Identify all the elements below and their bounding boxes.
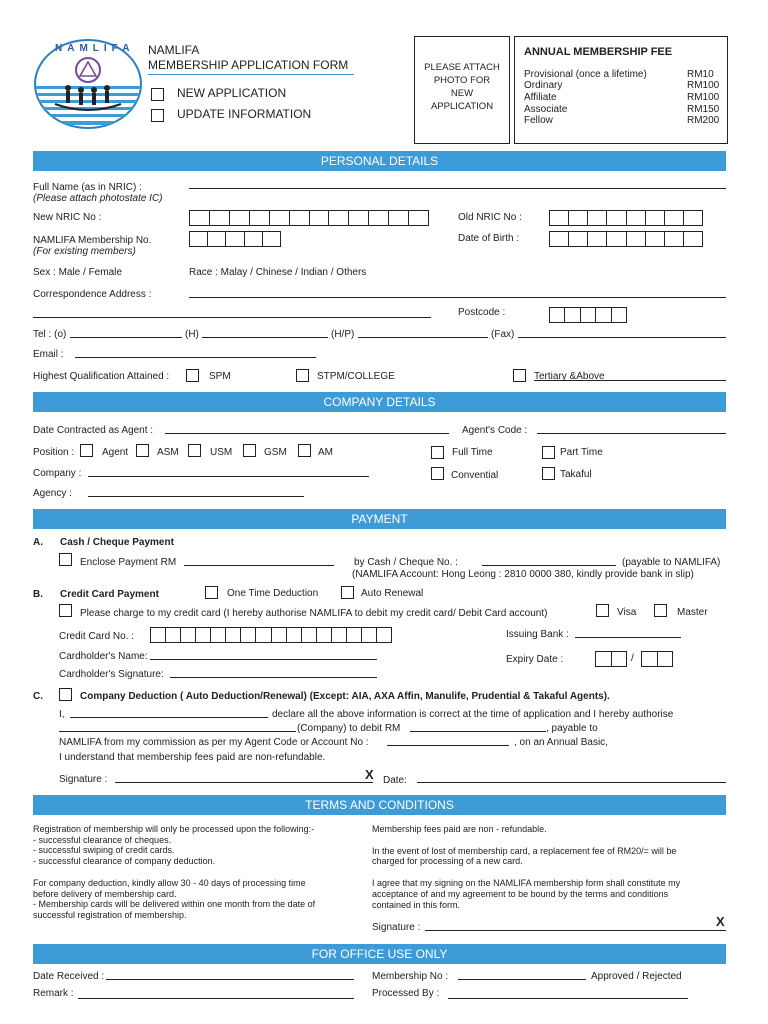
credit-card-no-field[interactable] (150, 627, 392, 643)
photo-text-2: PHOTO FOR (433, 75, 491, 86)
spm-label: SPM (209, 371, 231, 382)
remark-field[interactable] (78, 998, 354, 999)
tertiary-label: Tertiary &Above (534, 371, 605, 382)
terms-left2-line-3: successful registration of membership. (33, 909, 187, 920)
membership-no-field[interactable] (189, 231, 281, 247)
terms-right-3b: acceptance of and my agreement to be bound by the terms and conditions (372, 889, 669, 899)
master-checkbox[interactable] (654, 604, 667, 617)
terms-right-1: Membership fees paid are non - refundable. (372, 824, 547, 834)
terms-left-line-1: - successful clearance of cheques. (33, 834, 172, 845)
terms-right-2b: charged for processing of a new card. (372, 856, 523, 866)
auto-renewal-label: Auto Renewal (361, 588, 424, 599)
office-membership-no-label: Membership No : (372, 971, 449, 982)
full-name-note: (Please attach photostate IC) (33, 193, 163, 204)
payment-header: PAYMENT (33, 509, 726, 529)
form-title: MEMBERSHIP APPLICATION FORM (148, 58, 349, 72)
enclose-payment-checkbox[interactable] (59, 553, 72, 566)
issuing-bank-field[interactable] (575, 637, 681, 638)
section-c-letter: C. (33, 691, 43, 702)
terms-signature-label: Signature : (372, 922, 421, 933)
qualification-line (534, 380, 726, 381)
company-field[interactable] (88, 476, 369, 477)
stpm-label: STPM/COLLEGE (317, 371, 395, 382)
gsm-label: GSM (264, 447, 287, 458)
auto-renewal-checkbox[interactable] (341, 586, 354, 599)
fee-amount-0: RM10 (687, 69, 714, 80)
fee-amount-1: RM100 (687, 80, 720, 91)
new-nric-field[interactable] (189, 210, 429, 226)
tel-office-label: Tel : (o) (33, 329, 67, 340)
expiry-year-field[interactable] (641, 651, 673, 667)
tel-home-label: (H) (185, 329, 199, 340)
approved-rejected-label: Approved / Rejected (591, 971, 682, 982)
fee-label-4: Fellow (524, 115, 553, 126)
postcode-label: Postcode : (458, 307, 506, 318)
agent-code-field[interactable] (537, 433, 726, 434)
full-time-checkbox[interactable] (431, 446, 444, 459)
membership-no-label: NAMLIFA Membership No. (33, 235, 152, 246)
new-application-label: NEW APPLICATION (177, 86, 287, 100)
address-field-2[interactable] (33, 317, 431, 318)
one-time-checkbox[interactable] (205, 586, 218, 599)
section-b-letter: B. (33, 589, 43, 600)
takaful-checkbox[interactable] (542, 467, 555, 480)
expiry-label: Expiry Date : (506, 654, 564, 665)
full-name-label: Full Name (as in NRIC) : (33, 182, 142, 193)
credit-charge-label: Please charge to my credit card (I hereby authorise NAMLIFA to debit my credit card/ Debit Card account) (80, 608, 548, 619)
usm-checkbox[interactable] (188, 444, 201, 457)
by-cash-label: by Cash / Cheque No. : (354, 557, 458, 568)
email-label: Email : (33, 349, 64, 360)
c-company-text: (Company) to debit RM (297, 723, 401, 734)
fee-amount-2: RM100 (687, 92, 720, 103)
dob-label: Date of Birth : (458, 233, 520, 244)
office-membership-no-field[interactable] (458, 979, 586, 980)
tertiary-checkbox[interactable] (513, 369, 526, 382)
section-c-title: Company Deduction ( Auto Deduction/Renewal) (Except: AIA, AXA Affin, Manulife, Prudential & Takaful Agents). (80, 691, 610, 702)
fee-title: ANNUAL MEMBERSHIP FEE (524, 46, 673, 58)
address-field-1[interactable] (189, 297, 726, 298)
gsm-checkbox[interactable] (243, 444, 256, 457)
terms-left-2 (33, 878, 315, 920)
office-use-header: FOR OFFICE USE ONLY (33, 944, 726, 964)
enclose-payment-label: Enclose Payment RM (80, 557, 177, 568)
email-field[interactable] (75, 357, 316, 358)
tel-hp-field[interactable] (358, 337, 488, 338)
old-nric-field[interactable] (549, 210, 703, 226)
payable-label: (payable to NAMLIFA) (622, 557, 721, 568)
credit-card-no-label: Credit Card No. : (59, 631, 135, 642)
c-refund-text: I understand that membership fees paid are non-refundable. (59, 752, 326, 763)
c-annual-text: , on an Annual Basic, (514, 737, 608, 748)
full-time-label: Full Time (452, 447, 493, 458)
terms-left2-line-1: before delivery of membership card. (33, 888, 177, 899)
terms-signature-x: X (716, 914, 725, 929)
fee-label-2: Affiliate (524, 92, 557, 103)
race-label: Race : Malay / Chinese / Indian / Others (189, 267, 367, 278)
usm-label: USM (210, 447, 233, 458)
cardholder-sig-label: Cardholder's Signature: (59, 669, 164, 680)
date-contracted-field[interactable] (165, 433, 449, 434)
new-application-checkbox[interactable] (151, 88, 164, 101)
terms-left-line-3: - successful clearance of company deduction. (33, 855, 216, 866)
fee-box (514, 36, 728, 144)
takaful-label: Takaful (560, 469, 592, 480)
update-info-checkbox[interactable] (151, 109, 164, 122)
address-label: Correspondence Address : (33, 289, 152, 300)
section-b-title: Credit Card Payment (60, 589, 159, 600)
photo-box (414, 36, 510, 144)
terms-left2-line-2: - Membership cards will be delivered within one month from the date of (33, 899, 316, 909)
terms-right-3a: I agree that my signing on the NAMLIFA membership form shall constitute my (372, 878, 681, 888)
fee-amount-4: RM200 (687, 115, 720, 126)
terms-right-2a: In the event of lost of membership card, a replacement fee of RM20/= will be (372, 846, 677, 856)
terms-left-line-2: - successful swiping of credit cards. (33, 845, 175, 855)
am-label: AM (318, 447, 333, 458)
postcode-field[interactable] (549, 307, 627, 323)
cardholder-name-label: Cardholder's Name: (59, 651, 148, 662)
expiry-separator: / (631, 653, 634, 664)
part-time-label: Part Time (560, 447, 603, 458)
terms-right-3c: contained in this form. (372, 900, 461, 910)
fee-label-1: Ordinary (524, 80, 563, 91)
c-amount-field[interactable] (410, 731, 546, 732)
fax-label: (Fax) (491, 329, 515, 340)
terms-header: TERMS AND CONDITIONS (33, 795, 726, 815)
cardholder-sig-field[interactable] (170, 677, 377, 678)
account-note: (NAMLIFA Account: Hong Leong : 2810 0000 380, kindly provide bank in slip) (352, 569, 694, 580)
personal-details-header: PERSONAL DETAILS (33, 151, 726, 171)
dob-field[interactable] (549, 231, 703, 247)
fee-label-0: Provisional (once a lifetime) (524, 69, 647, 80)
stpm-checkbox[interactable] (296, 369, 309, 382)
terms-left-line-0: Registration of membership will only be processed upon the following:- (33, 824, 315, 834)
namlifa-logo (33, 38, 143, 130)
credit-charge-checkbox[interactable] (59, 604, 72, 617)
qualification-label: Highest Qualification Attained : (33, 371, 170, 382)
processed-by-field[interactable] (448, 998, 688, 999)
section-a-letter: A. (33, 537, 43, 548)
company-details-header: COMPANY DETAILS (33, 392, 726, 412)
remark-label: Remark : (33, 988, 74, 999)
conventional-checkbox[interactable] (431, 467, 444, 480)
update-info-label: UPDATE INFORMATION (177, 107, 312, 121)
terms-signature-field[interactable] (425, 930, 726, 931)
payment-signature-x: X (365, 767, 374, 782)
visa-label: Visa (617, 607, 637, 618)
fee-amount-3: RM150 (687, 104, 720, 115)
am-checkbox[interactable] (298, 444, 311, 457)
payment-date-field[interactable] (417, 782, 726, 783)
photo-text-1: PLEASE ATTACH (424, 62, 500, 73)
part-time-checkbox[interactable] (542, 446, 555, 459)
new-nric-label: New NRIC No : (33, 212, 102, 223)
fax-field[interactable] (518, 337, 726, 338)
c-namlifa-text: NAMLIFA from my commission as per my Agent Code or Account No : (59, 737, 369, 748)
conventional-label: Convential (451, 470, 499, 481)
date-contracted-label: Date Contracted as Agent : (33, 425, 154, 436)
full-name-field[interactable] (189, 188, 726, 189)
one-time-label: One Time Deduction (227, 588, 319, 599)
cardholder-name-field[interactable] (150, 659, 377, 660)
asm-checkbox[interactable] (136, 444, 149, 457)
spm-checkbox[interactable] (186, 369, 199, 382)
date-received-field[interactable] (106, 979, 354, 980)
enclose-payment-field[interactable] (184, 565, 334, 566)
payment-date-label: Date: (383, 775, 407, 786)
company-label: Company : (33, 468, 82, 479)
tel-home-field[interactable] (202, 337, 328, 338)
membership-no-note: (For existing members) (33, 246, 136, 257)
agency-label: Agency : (33, 488, 72, 499)
payment-signature-field[interactable] (115, 782, 373, 783)
old-nric-label: Old NRIC No : (458, 212, 522, 223)
terms-left2-line-0: For company deduction, kindly allow 30 - 40 days of processing time (33, 878, 306, 888)
issuing-bank-label: Issuing Bank : (506, 629, 569, 640)
processed-by-label: Processed By : (372, 988, 440, 999)
c-company-field[interactable] (59, 731, 296, 732)
tel-office-field[interactable] (70, 337, 182, 338)
section-a-title: Cash / Cheque Payment (60, 537, 174, 548)
photo-text-3: NEW (450, 88, 474, 99)
payment-signature-label: Signature : (59, 774, 108, 785)
agent-checkbox[interactable] (80, 444, 93, 457)
position-label: Position : (33, 447, 75, 458)
c-account-field[interactable] (387, 745, 509, 746)
c-declare-text: declare all the above information is correct at the time of application and I hereby authorise (272, 709, 674, 720)
agent-code-label: Agent's Code : (462, 425, 528, 436)
visa-checkbox[interactable] (596, 604, 609, 617)
cheque-no-field[interactable] (482, 565, 616, 566)
agent-label: Agent (102, 447, 129, 458)
expiry-month-field[interactable] (595, 651, 627, 667)
logo-text: NAMLIFA (55, 43, 135, 54)
c-payable-text: , payable to (546, 723, 598, 734)
terms-left (33, 824, 314, 866)
company-deduction-checkbox[interactable] (59, 688, 72, 701)
date-received-label: Date Received : (33, 971, 105, 982)
master-label: Master (677, 607, 708, 618)
sex-label: Sex : Male / Female (33, 267, 122, 278)
tel-hp-label: (H/P) (331, 329, 355, 340)
photo-text-4: APPLICATION (430, 101, 494, 112)
fee-label-3: Associate (524, 104, 568, 115)
c-i-label: I, (59, 709, 65, 720)
title-underline (148, 74, 354, 75)
c-name-field[interactable] (70, 717, 268, 718)
agency-field[interactable] (88, 496, 304, 497)
asm-label: ASM (157, 447, 179, 458)
org-name: NAMLIFA (148, 43, 200, 57)
